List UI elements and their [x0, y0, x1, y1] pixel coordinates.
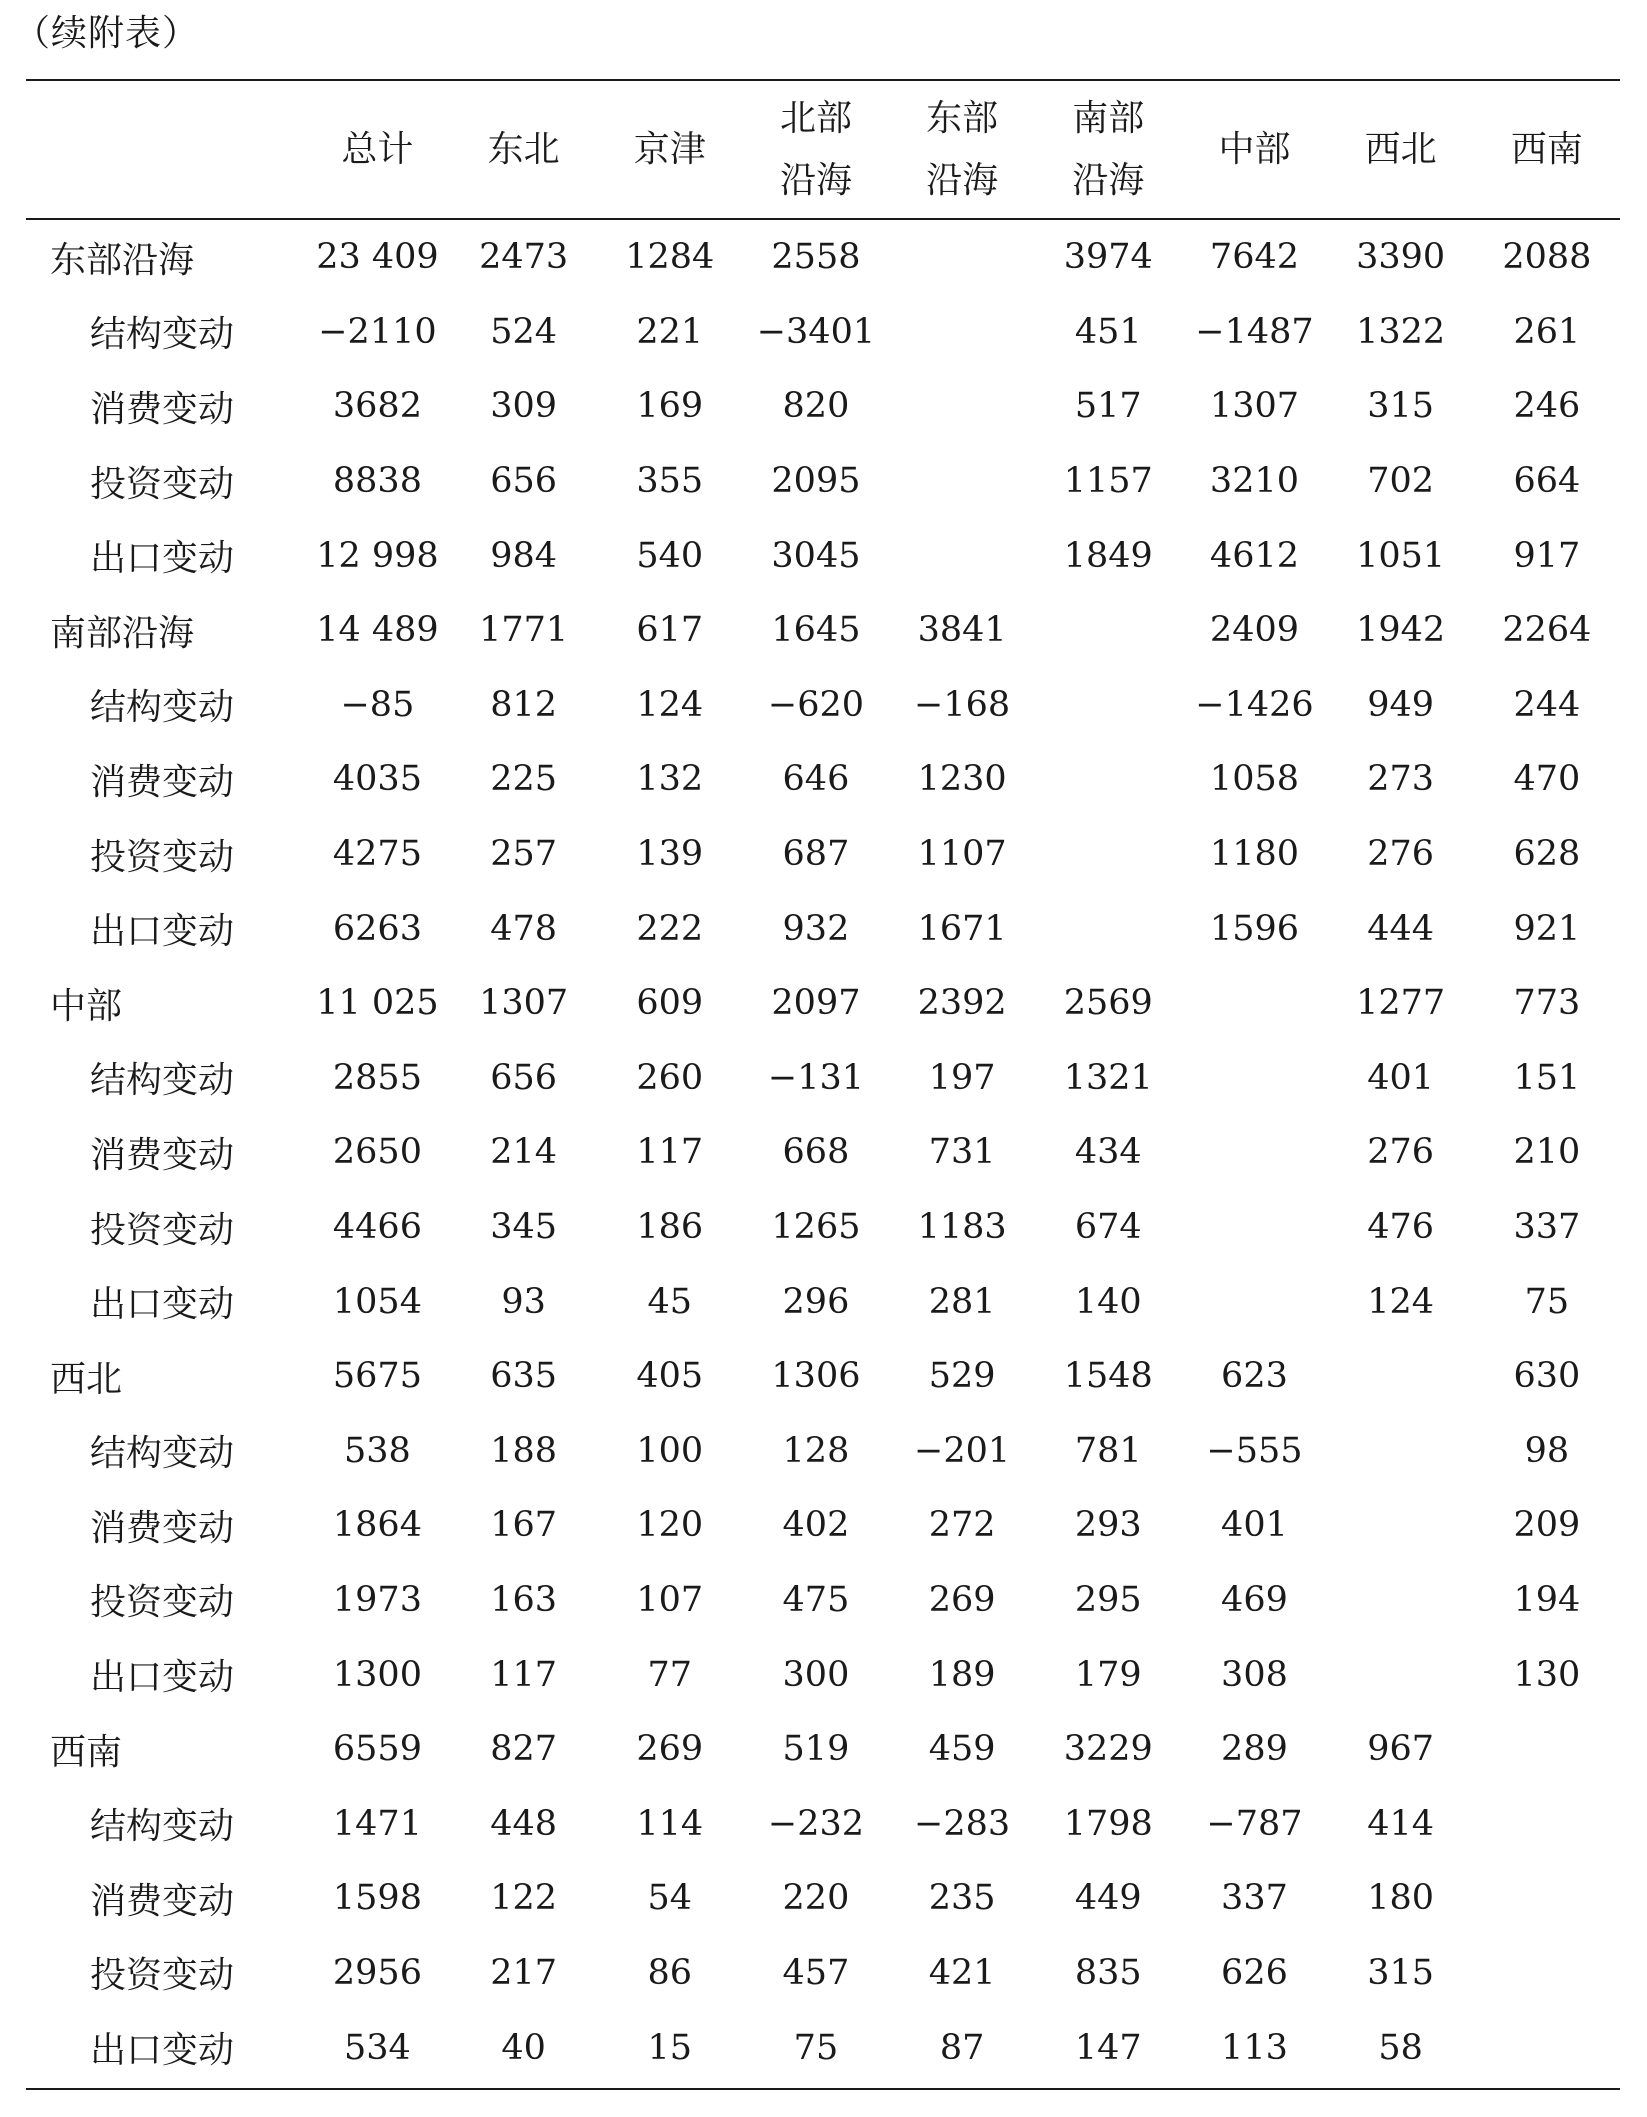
cell-east-coast: 3841 — [917, 610, 1007, 651]
table-caption: （续附表） — [14, 13, 200, 54]
cell-central: 1058 — [1209, 759, 1299, 800]
cell-central: 2409 — [1209, 610, 1299, 651]
cell-north-coast: 668 — [782, 1132, 850, 1173]
table-row — [26, 1936, 1620, 2011]
cell-total: 5675 — [332, 1356, 422, 1397]
cell-northeast: 188 — [490, 1430, 557, 1471]
cell-northeast: 478 — [490, 908, 557, 949]
cell-total: 23 409 — [316, 237, 439, 278]
cell-southwest — [1474, 1786, 1620, 1861]
row-label: 结构变动 — [90, 687, 235, 729]
row-label: 结构变动 — [90, 1806, 235, 1848]
cell-north-coast: 128 — [782, 1430, 850, 1471]
cell-south-coast: 451 — [1074, 311, 1142, 352]
row-label: 投资变动 — [90, 1582, 235, 1624]
cell-jingjin: 107 — [636, 1579, 704, 1620]
cell-jingjin: 169 — [636, 386, 704, 427]
cell-north-coast: 687 — [782, 834, 850, 875]
cell-north-coast: −131 — [767, 1057, 865, 1098]
cell-northeast: 635 — [490, 1356, 557, 1397]
row-label: 投资变动 — [90, 1955, 235, 1997]
cell-total: −85 — [340, 684, 415, 725]
cell-total: 1864 — [332, 1505, 422, 1546]
table-row — [26, 966, 1620, 1041]
cell-east-coast: −283 — [914, 1803, 1011, 1844]
cell-jingjin: 117 — [636, 1132, 704, 1173]
cell-central: 7642 — [1209, 237, 1299, 278]
row-label: 投资变动 — [90, 463, 235, 505]
cell-northwest: 124 — [1367, 1281, 1435, 1322]
cell-east-coast: 2392 — [917, 983, 1007, 1024]
cell-northeast: 122 — [490, 1878, 557, 1919]
table-row — [26, 1190, 1620, 1265]
cell-central — [1181, 966, 1327, 1041]
table-row — [26, 1861, 1620, 1936]
cell-northwest — [1328, 1339, 1474, 1414]
table-row — [26, 817, 1620, 892]
cell-total: 8838 — [332, 461, 422, 502]
table-row — [26, 1712, 1620, 1787]
cell-total: 4466 — [332, 1207, 422, 1248]
cell-northeast: 345 — [490, 1207, 557, 1248]
header-row — [26, 81, 1620, 218]
cell-south-coast — [1035, 668, 1181, 743]
cell-east-coast: 269 — [928, 1579, 996, 1620]
cell-jingjin: 45 — [647, 1281, 693, 1322]
cell-northwest: 276 — [1367, 1132, 1435, 1173]
region-label: 东部沿海 — [50, 239, 195, 281]
cell-total: 11 025 — [316, 983, 439, 1024]
cell-northeast: 656 — [490, 461, 557, 502]
row-label: 结构变动 — [90, 1060, 235, 1102]
cell-central: 1596 — [1209, 908, 1299, 949]
cell-total: 4275 — [332, 834, 422, 875]
cell-northeast: 163 — [490, 1579, 557, 1620]
cell-northeast: 225 — [490, 759, 557, 800]
cell-total: 538 — [344, 1430, 411, 1471]
cell-northeast: 812 — [490, 684, 557, 725]
cell-northeast: 448 — [490, 1803, 557, 1844]
cell-total: 3682 — [332, 386, 422, 427]
cell-central: −1487 — [1195, 311, 1314, 352]
table-row — [26, 1264, 1620, 1339]
cell-central: 337 — [1221, 1878, 1288, 1919]
cell-northwest: 276 — [1367, 834, 1435, 875]
row-label: 出口变动 — [90, 911, 235, 953]
cell-central: −1426 — [1195, 684, 1314, 725]
cell-northeast: 214 — [490, 1132, 557, 1173]
cell-south-coast: 1849 — [1063, 535, 1153, 576]
cell-north-coast: 1306 — [771, 1356, 861, 1397]
cell-jingjin: 540 — [636, 535, 704, 576]
cell-northwest: 401 — [1367, 1057, 1435, 1098]
cell-jingjin: 139 — [636, 834, 704, 875]
cell-central — [1181, 1264, 1327, 1339]
cell-southwest: 244 — [1513, 684, 1581, 725]
cell-north-coast: 519 — [782, 1729, 850, 1770]
cell-southwest: 151 — [1513, 1057, 1581, 1098]
cell-south-coast: 1548 — [1063, 1356, 1153, 1397]
cell-southwest: 261 — [1513, 311, 1581, 352]
header-cell-jingjin: 京津 — [633, 128, 706, 170]
cell-central: 308 — [1221, 1654, 1288, 1695]
header-cell-southwest: 西南 — [1510, 128, 1583, 170]
cell-jingjin: 100 — [636, 1430, 704, 1471]
cell-northeast: 2473 — [479, 237, 569, 278]
cell-south-coast: 140 — [1074, 1281, 1142, 1322]
cell-total: −2110 — [318, 311, 437, 352]
cell-east-coast: 272 — [928, 1505, 996, 1546]
cell-central: 4612 — [1209, 535, 1299, 576]
table-row — [26, 1115, 1620, 1190]
cell-southwest: 917 — [1513, 535, 1581, 576]
cell-north-coast: 1265 — [771, 1207, 861, 1248]
table-row — [26, 444, 1620, 519]
cell-northwest: 949 — [1367, 684, 1435, 725]
cell-southwest — [1474, 1712, 1620, 1787]
cell-jingjin: 54 — [647, 1878, 693, 1919]
cell-southwest: 246 — [1513, 386, 1581, 427]
table-row — [26, 1488, 1620, 1563]
table-body — [26, 220, 1620, 2085]
cell-central: 469 — [1221, 1579, 1288, 1620]
cell-southwest: 630 — [1513, 1356, 1581, 1397]
table-row — [26, 891, 1620, 966]
cell-jingjin: 120 — [636, 1505, 704, 1546]
cell-north-coast: 1645 — [771, 610, 861, 651]
cell-south-coast: 3974 — [1063, 237, 1153, 278]
cell-jingjin: 132 — [636, 759, 704, 800]
cell-south-coast: 517 — [1074, 386, 1142, 427]
cell-total: 6263 — [332, 908, 422, 949]
cell-jingjin: 86 — [647, 1952, 693, 1993]
cell-central: 1180 — [1209, 834, 1299, 875]
cell-southwest: 2088 — [1502, 237, 1592, 278]
cell-northeast: 167 — [490, 1505, 557, 1546]
cell-jingjin: 222 — [636, 908, 704, 949]
cell-east-coast: 197 — [928, 1057, 996, 1098]
cell-southwest: 628 — [1513, 834, 1581, 875]
cell-north-coast: 2097 — [771, 983, 861, 1024]
cell-east-coast: 1183 — [917, 1207, 1007, 1248]
cell-central: −555 — [1206, 1430, 1303, 1471]
cell-northwest: 58 — [1378, 2027, 1423, 2068]
cell-north-coast: 300 — [782, 1654, 850, 1695]
cell-jingjin: 221 — [636, 311, 704, 352]
cell-southwest: 130 — [1513, 1654, 1581, 1695]
bottom-rule — [26, 2088, 1620, 2090]
cell-northwest: 315 — [1367, 1952, 1435, 1993]
header-cell-north-coast: 北部 沿海 — [779, 97, 852, 201]
table-row — [26, 593, 1620, 668]
row-label: 投资变动 — [90, 1209, 235, 1251]
cell-south-coast: 293 — [1074, 1505, 1142, 1546]
region-label: 中部 — [50, 985, 123, 1027]
cell-east-coast: 421 — [928, 1952, 996, 1993]
cell-north-coast: 3045 — [771, 535, 861, 576]
cell-north-coast: 457 — [782, 1952, 850, 1993]
row-label: 消费变动 — [90, 1134, 235, 1176]
cell-north-coast: 820 — [782, 386, 850, 427]
cell-northwest: 414 — [1367, 1803, 1435, 1844]
table-header — [26, 81, 1620, 218]
region-label: 南部沿海 — [50, 612, 195, 654]
cell-jingjin: 124 — [636, 684, 704, 725]
cell-northwest: 1322 — [1356, 311, 1446, 352]
cell-northeast: 309 — [490, 386, 557, 427]
table-row — [26, 1563, 1620, 1638]
header-cell-northwest: 西北 — [1364, 128, 1437, 170]
cell-central: 1307 — [1209, 386, 1299, 427]
row-label: 消费变动 — [90, 388, 235, 430]
table-row — [26, 1786, 1620, 1861]
header-cell-stub — [26, 81, 304, 218]
row-label: 出口变动 — [90, 1284, 235, 1326]
cell-southwest: 470 — [1513, 759, 1581, 800]
region-label: 西南 — [50, 1731, 123, 1773]
cell-east-coast: 189 — [928, 1654, 996, 1695]
cell-total: 14 489 — [316, 610, 439, 651]
row-label: 消费变动 — [90, 1880, 235, 1922]
cell-jingjin: 355 — [636, 461, 704, 502]
cell-southwest: 921 — [1513, 908, 1581, 949]
cell-east-coast — [889, 369, 1035, 444]
cell-north-coast: 2095 — [771, 461, 861, 502]
cell-northwest: 3390 — [1356, 237, 1446, 278]
cell-south-coast: 835 — [1074, 1952, 1142, 1993]
cell-north-coast: 296 — [782, 1281, 850, 1322]
cell-northeast: 1771 — [479, 610, 569, 651]
row-label: 出口变动 — [90, 538, 235, 580]
cell-north-coast: 75 — [793, 2027, 839, 2068]
cell-east-coast: 1107 — [917, 834, 1007, 875]
cell-east-coast: 459 — [928, 1729, 996, 1770]
cell-central — [1181, 1190, 1327, 1265]
cell-southwest: 337 — [1513, 1207, 1581, 1248]
cell-total: 1973 — [332, 1579, 422, 1620]
cell-northeast: 217 — [490, 1952, 557, 1993]
cell-central: 401 — [1221, 1505, 1288, 1546]
region-label: 西北 — [50, 1358, 123, 1400]
cell-north-coast: 220 — [782, 1878, 850, 1919]
cell-southwest — [1474, 1936, 1620, 2011]
cell-jingjin: 609 — [636, 983, 704, 1024]
cell-east-coast: 731 — [928, 1132, 996, 1173]
cell-north-coast: 646 — [782, 759, 850, 800]
cell-northwest: 1942 — [1356, 610, 1446, 651]
cell-northwest — [1328, 1637, 1474, 1712]
cell-northeast: 40 — [501, 2027, 546, 2068]
cell-northeast: 257 — [490, 834, 557, 875]
cell-south-coast: 1798 — [1063, 1803, 1153, 1844]
cell-southwest — [1474, 1861, 1620, 1936]
cell-south-coast: 781 — [1074, 1430, 1142, 1471]
cell-south-coast: 449 — [1074, 1878, 1142, 1919]
cell-east-coast — [889, 220, 1035, 295]
cell-jingjin: 114 — [636, 1803, 704, 1844]
cell-jingjin: 1284 — [625, 237, 715, 278]
row-label: 投资变动 — [90, 836, 235, 878]
cell-southwest: 2264 — [1502, 610, 1592, 651]
header-cell-east-coast: 东部 沿海 — [926, 97, 999, 201]
table-row — [26, 742, 1620, 817]
row-label: 出口变动 — [90, 1657, 235, 1699]
cell-northwest — [1328, 1488, 1474, 1563]
cell-south-coast — [1035, 593, 1181, 668]
cell-south-coast: 179 — [1074, 1654, 1142, 1695]
cell-central — [1181, 1041, 1327, 1116]
table-row — [26, 1637, 1620, 1712]
cell-east-coast: 281 — [928, 1281, 996, 1322]
cell-central: 623 — [1221, 1356, 1288, 1397]
cell-total: 6559 — [332, 1729, 422, 1770]
table-row — [26, 1339, 1620, 1414]
cell-east-coast: 87 — [939, 2027, 985, 2068]
cell-northwest: 1277 — [1356, 983, 1446, 1024]
cell-northwest: 476 — [1367, 1207, 1435, 1248]
cell-northwest — [1328, 1563, 1474, 1638]
cell-southwest: 194 — [1513, 1579, 1581, 1620]
cell-total: 534 — [344, 2027, 411, 2068]
row-label: 出口变动 — [90, 2030, 235, 2072]
cell-total: 12 998 — [316, 535, 439, 576]
cell-northwest: 702 — [1367, 461, 1435, 502]
row-label: 结构变动 — [90, 1433, 235, 1475]
cell-northwest — [1328, 1414, 1474, 1489]
cell-jingjin: 186 — [636, 1207, 704, 1248]
cell-east-coast — [889, 295, 1035, 370]
cell-northeast: 827 — [490, 1729, 557, 1770]
header-cell-south-coast: 南部 沿海 — [1072, 97, 1145, 201]
cell-total: 2650 — [332, 1132, 422, 1173]
cell-northwest: 273 — [1367, 759, 1435, 800]
cell-northeast: 1307 — [479, 983, 569, 1024]
row-label: 消费变动 — [90, 761, 235, 803]
header-cell-central: 中部 — [1218, 128, 1291, 170]
cell-central: 113 — [1221, 2027, 1288, 2068]
cell-southwest: 664 — [1513, 461, 1581, 502]
cell-northeast: 117 — [490, 1654, 557, 1695]
cell-south-coast: 3229 — [1063, 1729, 1153, 1770]
header-cell-total: 总计 — [341, 128, 414, 170]
table-row — [26, 220, 1620, 295]
cell-total: 4035 — [332, 759, 422, 800]
cell-central — [1181, 1115, 1327, 1190]
cell-south-coast: 434 — [1074, 1132, 1142, 1173]
cell-jingjin: 77 — [647, 1654, 693, 1695]
cell-central: 289 — [1221, 1729, 1288, 1770]
cell-total: 1054 — [332, 1281, 422, 1322]
data-table — [26, 220, 1620, 2085]
row-label: 结构变动 — [90, 314, 235, 356]
cell-central: 626 — [1221, 1952, 1288, 1993]
row-label: 消费变动 — [90, 1507, 235, 1549]
cell-total: 2956 — [332, 1952, 422, 1993]
cell-east-coast: −168 — [914, 684, 1011, 725]
cell-southwest: 209 — [1513, 1505, 1581, 1546]
cell-northeast: 93 — [501, 1281, 546, 1322]
cell-south-coast: 1321 — [1063, 1057, 1153, 1098]
cell-east-coast: 1230 — [917, 759, 1007, 800]
cell-northwest: 444 — [1367, 908, 1435, 949]
cell-north-coast: 402 — [782, 1505, 850, 1546]
cell-jingjin: 405 — [636, 1356, 704, 1397]
cell-central: 3210 — [1209, 461, 1299, 502]
cell-jingjin: 260 — [636, 1057, 704, 1098]
cell-south-coast: 1157 — [1063, 461, 1153, 502]
cell-east-coast: 1671 — [917, 908, 1007, 949]
cell-northwest: 315 — [1367, 386, 1435, 427]
cell-jingjin: 15 — [647, 2027, 693, 2068]
cell-northwest: 180 — [1367, 1878, 1435, 1919]
cell-north-coast: 475 — [782, 1579, 850, 1620]
table-row — [26, 668, 1620, 743]
cell-northwest: 967 — [1367, 1729, 1435, 1770]
cell-south-coast: 2569 — [1063, 983, 1153, 1024]
cell-east-coast — [889, 518, 1035, 593]
cell-south-coast — [1035, 742, 1181, 817]
cell-southwest — [1474, 2010, 1620, 2085]
cell-southwest: 75 — [1524, 1281, 1570, 1322]
cell-jingjin: 269 — [636, 1729, 704, 1770]
cell-total: 2855 — [332, 1057, 422, 1098]
cell-east-coast: −201 — [914, 1430, 1011, 1471]
cell-north-coast: 2558 — [771, 237, 861, 278]
cell-north-coast: −3401 — [756, 311, 876, 352]
cell-south-coast — [1035, 817, 1181, 892]
cell-north-coast: 932 — [782, 908, 850, 949]
cell-total: 1300 — [332, 1654, 422, 1695]
cell-south-coast: 674 — [1074, 1207, 1142, 1248]
table-row — [26, 1041, 1620, 1116]
cell-total: 1598 — [332, 1878, 422, 1919]
cell-total: 1471 — [332, 1803, 422, 1844]
table-row — [26, 518, 1620, 593]
cell-southwest: 210 — [1513, 1132, 1581, 1173]
cell-northwest: 1051 — [1356, 535, 1446, 576]
table-row — [26, 2010, 1620, 2085]
cell-southwest: 98 — [1524, 1430, 1570, 1471]
cell-jingjin: 617 — [636, 610, 704, 651]
table-row — [26, 1414, 1620, 1489]
cell-northeast: 656 — [490, 1057, 557, 1098]
table-row — [26, 369, 1620, 444]
cell-north-coast: −232 — [767, 1803, 865, 1844]
table-row — [26, 295, 1620, 370]
cell-central: −787 — [1206, 1803, 1303, 1844]
cell-east-coast — [889, 444, 1035, 519]
cell-south-coast — [1035, 891, 1181, 966]
cell-southwest: 773 — [1513, 983, 1581, 1024]
cell-south-coast: 147 — [1074, 2027, 1142, 2068]
cell-south-coast: 295 — [1074, 1579, 1142, 1620]
cell-northeast: 524 — [490, 311, 557, 352]
cell-east-coast: 529 — [928, 1356, 996, 1397]
cell-east-coast: 235 — [928, 1878, 996, 1919]
cell-north-coast: −620 — [767, 684, 865, 725]
header-cell-northeast: 东北 — [487, 128, 560, 170]
cell-northeast: 984 — [490, 535, 557, 576]
